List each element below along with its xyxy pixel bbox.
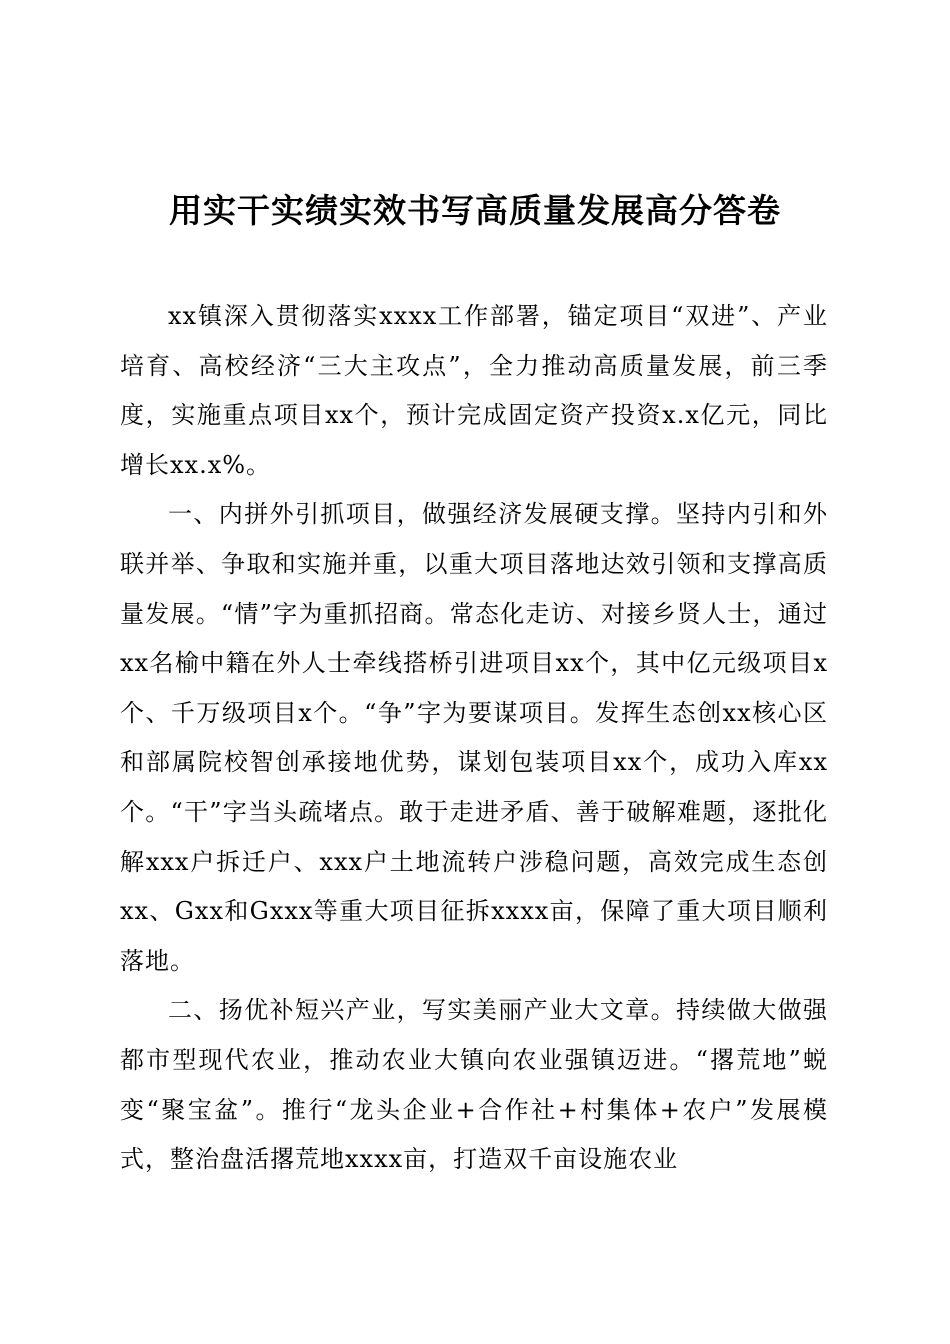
paragraph-intro: xx镇深入贯彻落实xxxx工作部署，锚定项目“双进”、产业培育、高校经济“三大主攻点”，全力推动高质量发展，前三季度，实施重点项目xx个，预计完成固定资产投资x.x亿元，同比增长xx.x%。 <box>120 302 828 479</box>
paragraph-section-one: 一、内拼外引抓项目，做强经济发展硬支撑。坚持内引和外联并举、争取和实施并重，以重大项目落地达效引领和支撑高质量发展。“情”字为重抓招商。常态化走访、对接乡贤人士，通过xx名榆中籍在外人士牵线搭桥引进项目xx个，其中亿元级项目x个、千万级项目x个。“争”字为要谋项目。发挥生态创xx核心区和部属院校智创承接地优势，谋划包装项目xx个，成功入库xx个。“干”字当头疏堵点。敢于走进矛盾、善于破解难题，逐批化解xxx户拆迁户、xxx户土地流转户涉稳问题，高效完成生态创xx、Gxx和Gxxx等重大项目征拆xxxx亩，保障了重大项目顺利落地。 <box>120 500 828 975</box>
paragraph-section-two: 二、扬优补短兴产业，写实美丽产业大文章。持续做大做强都市型现代农业，推动农业大镇向农业强镇迈进。“撂荒地”蜕变“聚宝盆”。推行“龙头企业+合作社+村集体+农户”发展模式，整治盘活撂荒地xxxx亩，打造双千亩设施农业 <box>120 996 828 1174</box>
document-title: 用实干实绩实效书写高质量发展高分答卷 <box>169 191 781 230</box>
document-body <box>120 292 828 1185</box>
